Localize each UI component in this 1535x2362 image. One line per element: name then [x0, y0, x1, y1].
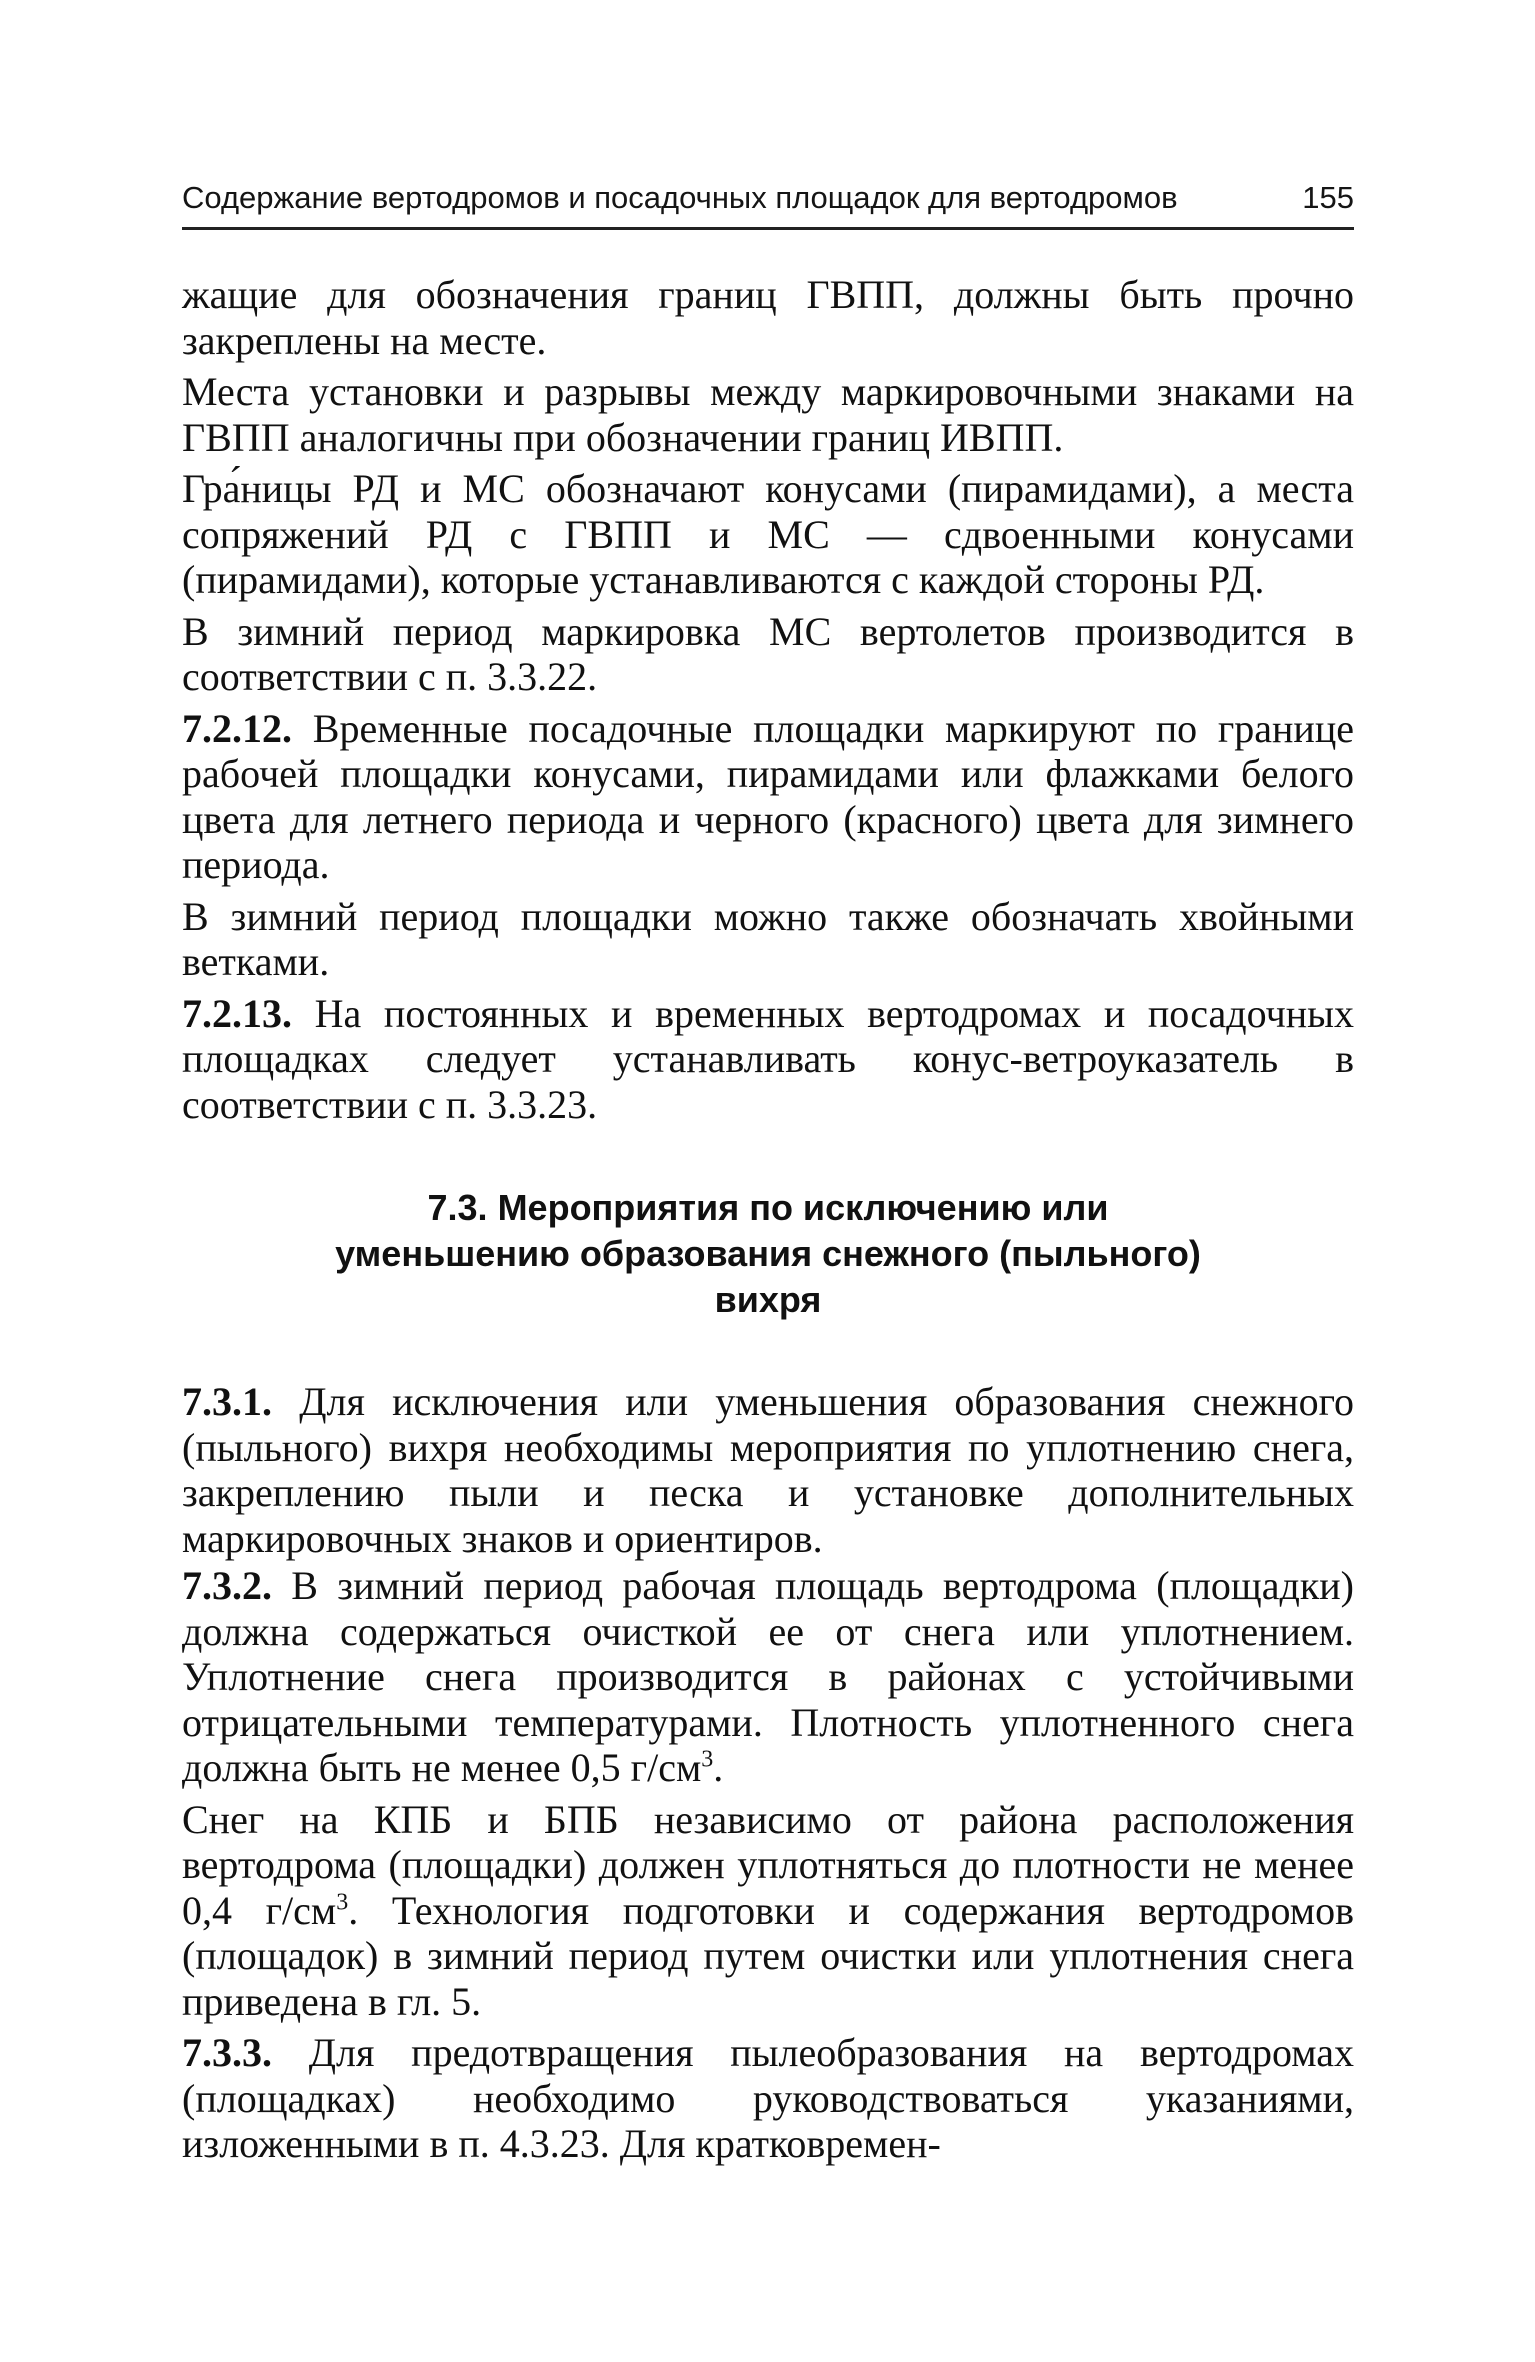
header-rule	[182, 227, 1354, 230]
paragraph-text: Временные посадочные площадки маркируют по границе рабочей площадки конусами, пирамидами или флажками белого цвета для летнего периода и черного (красного) цвета для зимнего периода.	[182, 705, 1354, 887]
paragraph	[182, 466, 1354, 603]
running-header-title: Содержание вертодромов и посадочных площадок для вертодромов	[182, 180, 1178, 215]
paragraph-text-tail: . Технология подготовки и содержания вертодромов (площадок) в зимний период путем очистки или уплотнения снега приведена в гл. 5.	[182, 1887, 1354, 2024]
numbered-paragraph	[182, 1563, 1354, 1791]
paragraph-number: 7.3.1.	[182, 1379, 272, 1424]
paragraph	[182, 1797, 1354, 2025]
paragraph-number: 7.3.2.	[182, 1563, 272, 1608]
paragraph-text: В зимний период площадки можно также обозначать хвойными ветками.	[182, 893, 1354, 984]
page-number: 155	[1302, 180, 1354, 215]
section-heading-line: вихря	[714, 1279, 822, 1320]
paragraph-text: В зимний период рабочая площадь вертодрома (площадки) должна содержаться очисткой ее от снега или уплотнением. Уплотнение снега производится в районах с устойчивыми отрицательными температурами. Плотность уплотненного снега должна быть не менее 0,5 г/см	[182, 1563, 1354, 1790]
paragraph-text: Гра́ницы РД и МС обозначают конусами (пирамидами), а места сопряжений РД с ГВПП и МС — сдвоенными конусами (пирамидами), которые устанавливаются с каждой стороны РД.	[182, 466, 1354, 602]
section-heading-line: уменьшению образования снежного (пыльного)	[335, 1233, 1201, 1274]
numbered-paragraph	[182, 991, 1354, 1128]
numbered-paragraph	[182, 1379, 1354, 1561]
paragraph-text: жащие для обозначения границ ГВПП, должны быть прочно закреплены на месте.	[182, 272, 1354, 363]
paragraph-text: Снег на КПБ и БПБ независимо от района расположения вертодрома (площадки) должен уплотняться до плотности не менее 0,4 г/см	[182, 1796, 1354, 1933]
paragraph	[182, 894, 1354, 985]
running-header	[182, 172, 1354, 222]
page-body	[182, 272, 1354, 2169]
paragraph	[182, 272, 1354, 363]
paragraph-number: 7.3.3.	[182, 2030, 272, 2075]
paragraph-number: 7.2.13.	[182, 990, 292, 1036]
paragraph-text-tail: .	[713, 1745, 724, 1790]
numbered-paragraph	[182, 2030, 1354, 2167]
section-heading	[222, 1185, 1314, 1323]
paragraph-text: В зимний период маркировка МС вертолетов производится в соответствии с п. 3.3.22.	[182, 608, 1354, 699]
paragraph	[182, 609, 1354, 700]
paragraph-number: 7.2.12.	[182, 705, 292, 751]
paragraph-text: Для предотвращения пылеобразования на вертодромах (площадках) необходимо руководствоваться указаниями, изложенными в п. 4.3.23. Для кратковремен-	[182, 2030, 1354, 2166]
superscript: 3	[701, 1746, 714, 1773]
paragraph	[182, 369, 1354, 460]
superscript: 3	[336, 1889, 349, 1916]
paragraph-text: На постоянных и временных вертодромах и посадочных площадках следует устанавливать конус-ветроуказатель в соответствии с п. 3.3.23.	[182, 990, 1354, 1127]
section-heading-line: 7.3. Мероприятия по исключению или	[427, 1187, 1109, 1228]
paragraph-text: Места установки и разрывы между маркировочными знаками на ГВПП аналогичны при обозначении границ ИВПП.	[182, 369, 1354, 460]
numbered-paragraph	[182, 706, 1354, 888]
paragraph-text: Для исключения или уменьшения образования снежного (пыльного) вихря необходимы мероприятия по уплотнению снега, закреплению пыли и песка и установке дополнительных маркировочных знаков и ориентиров.	[182, 1379, 1354, 1561]
